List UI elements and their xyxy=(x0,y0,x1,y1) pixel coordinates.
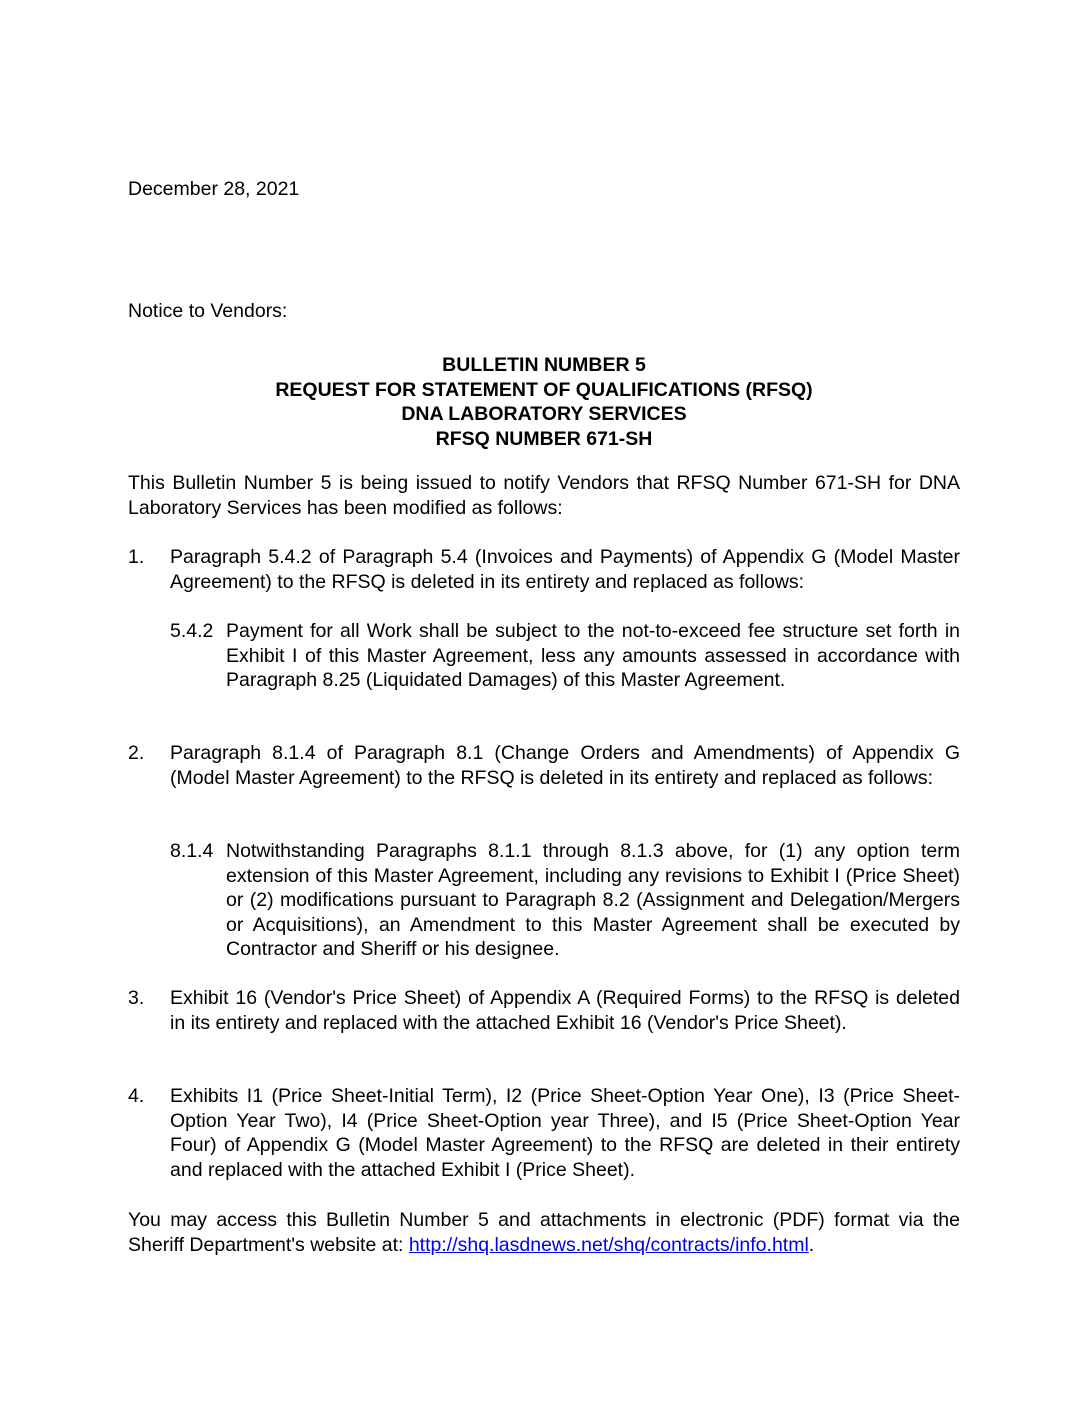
salutation: Notice to Vendors: xyxy=(128,300,288,322)
list-item-number: 1. xyxy=(128,546,145,568)
list-item-text: Paragraph 8.1.4 of Paragraph 8.1 (Change Orders and Amendments) of Appendix G (Model Master Agreement) to the RFSQ is deleted in its entirety and replaced as follows: xyxy=(170,742,960,789)
list-item-number: 2. xyxy=(128,742,145,764)
closing-text: You may access this Bulletin Number 5 and attachments in electronic (PDF) format via the Sheriff Department's website at: xyxy=(128,1209,960,1256)
document-date: December 28, 2021 xyxy=(128,178,300,200)
list-item-number: 4. xyxy=(128,1085,145,1107)
list-item-4 xyxy=(128,1084,960,1182)
list-item-3 xyxy=(128,986,960,1035)
list-item-number: 3. xyxy=(128,987,145,1009)
sub-paragraph-number: 8.1.4 xyxy=(170,840,214,862)
heading-rfsq-number: RFSQ NUMBER 671-SH xyxy=(435,427,653,450)
list-item-text: Paragraph 5.4.2 of Paragraph 5.4 (Invoices and Payments) of Appendix G (Model Master Agreement) to the RFSQ is deleted in its entirety and replaced as follows: xyxy=(170,546,960,593)
list-item-2 xyxy=(128,741,960,790)
heading-bulletin-number: BULLETIN NUMBER 5 xyxy=(442,354,646,376)
list-item-text: Exhibit 16 (Vendor's Price Sheet) of Appendix A (Required Forms) to the RFSQ is deleted in its entirety and replaced with the attached Exhibit 16 (Vendor's Price Sheet). xyxy=(170,987,960,1034)
closing-period: . xyxy=(808,1233,815,1256)
sub-paragraph-text: Payment for all Work shall be subject to the not-to-exceed fee structure set forth in Exhibit I of this Master Agreement, less any amounts assessed in accordance with Paragraph 8.25 (Liquidated Damages) of this Master Agreement. xyxy=(226,620,960,691)
heading-service-name: DNA LABORATORY SERVICES xyxy=(401,403,687,425)
heading-rfsq-title: REQUEST FOR STATEMENT OF QUALIFICATIONS (RFSQ) xyxy=(275,378,813,401)
website-link[interactable]: http://shq.lasdnews.net/shq/contracts/info.html xyxy=(408,1233,809,1256)
sub-paragraph-8-1-4 xyxy=(170,839,960,962)
sub-paragraph-5-4-2 xyxy=(170,619,960,693)
bulletin-heading xyxy=(128,353,960,451)
list-item-1 xyxy=(128,545,960,594)
sub-paragraph-text: Notwithstanding Paragraphs 8.1.1 through 8.1.3 above, for (1) any option term extension of this Master Agreement, including any revisions to Exhibit I (Price Sheet) or (2) modifications pursuant to Paragraph 8.2 (Assignment and Delegation/Mergers or Acquisitions), an Amendment to this Master Agreement shall be executed by Contractor and Sheriff or his designee. xyxy=(226,840,960,960)
sub-paragraph-number: 5.4.2 xyxy=(170,620,214,642)
list-item-text: Exhibits I1 (Price Sheet-Initial Term), I2 (Price Sheet-Option Year One), I3 (Price Sheet-Option Year Two), I4 (Price Sheet-Option year Three), and I5 (Price Sheet-Option Year Four) of Appendix G (Model Master Agreement) to the RFSQ are deleted in their entirety and replaced with the attached Exhibit I (Price Sheet). xyxy=(170,1085,960,1181)
closing-paragraph xyxy=(128,1208,960,1257)
intro-paragraph: This Bulletin Number 5 is being issued to notify Vendors that RFSQ Number 671-SH for DNA Laboratory Services has been modified as follows: xyxy=(128,472,960,519)
